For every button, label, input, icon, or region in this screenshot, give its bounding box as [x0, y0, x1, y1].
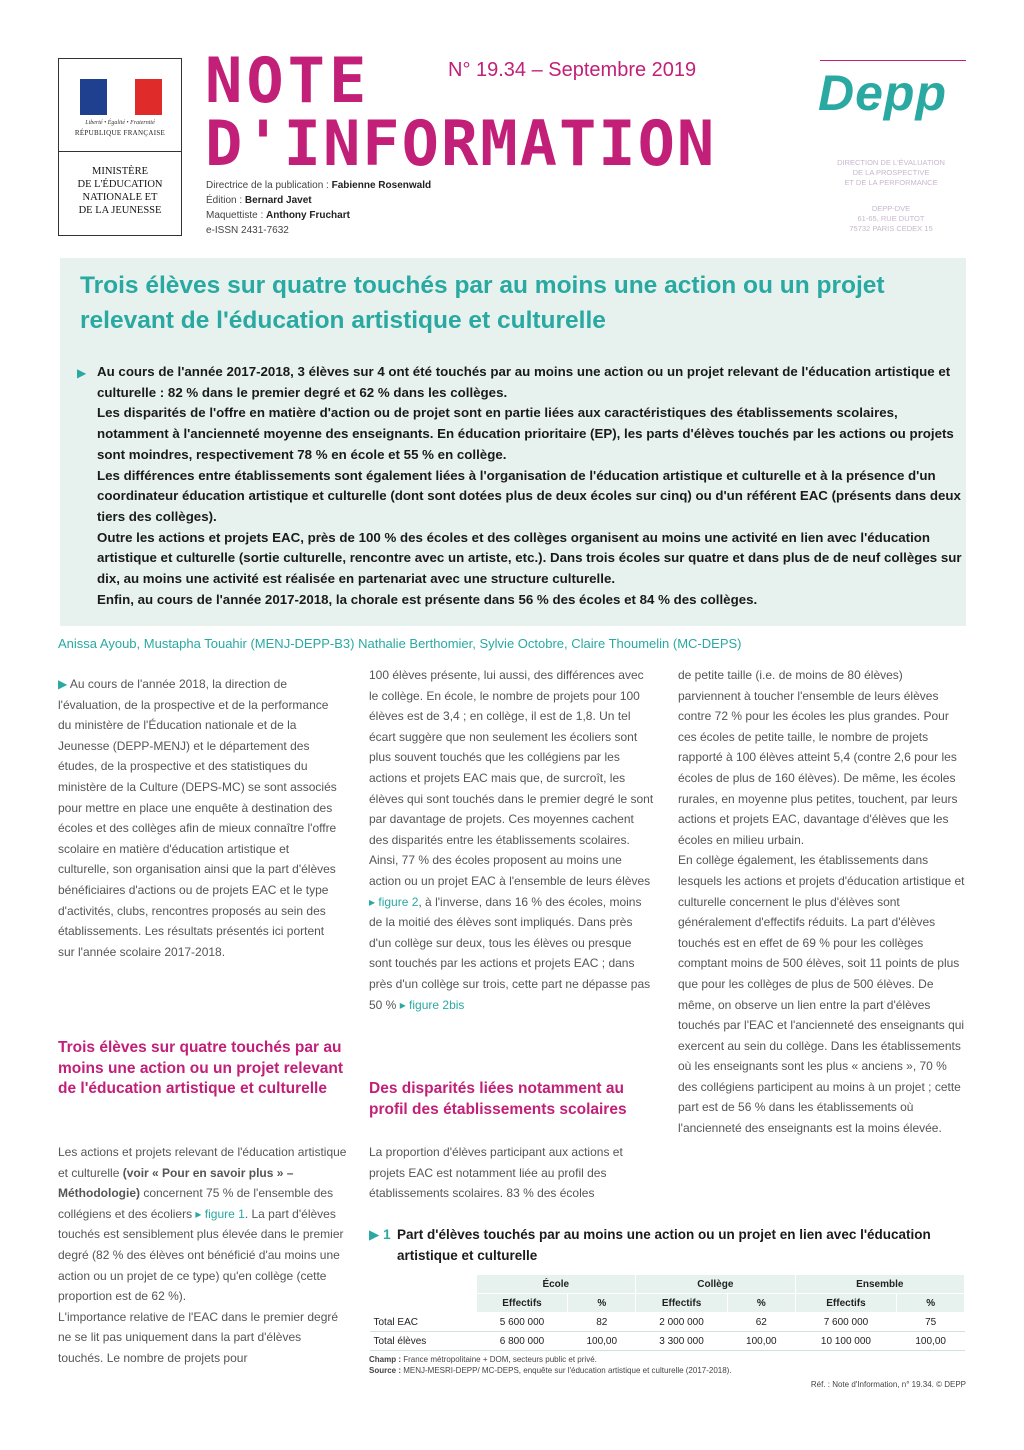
column-header: Effectifs — [636, 1294, 728, 1313]
column-header: Effectifs — [476, 1294, 568, 1313]
issue-number: N° 19.34 – Septembre 2019 — [448, 59, 697, 81]
publication-credits: Directrice de la publication : Fabienne Rosenwald Édition : Bernard Javet Maquettiste : Anthony Fruchart e-ISSN 2431-7632 — [206, 180, 432, 236]
body-paragraph: L'importance relative de l'EAC dans le premier degré ne se lit pas uniquement dans la part d'élèves touchés. Le nombre de projets pour — [58, 1309, 339, 1365]
table-cell: 100,00 — [897, 1332, 965, 1351]
summary-paragraph: Outre les actions et projets EAC, près de 100 % des écoles et des collèges organisent au moins une activité en lien avec l'éducation artistique et culturelle (sortie culturelle, rencontre avec un artiste, etc.). Dans trois écoles sur quatre et dans plus de de neuf collèges sur dix, au moins une activité est réalisée en partenariat avec une structure culturelle. — [97, 529, 962, 587]
row-label: Total élèves — [370, 1332, 477, 1351]
column-header: % — [568, 1294, 636, 1313]
column-header: % — [728, 1294, 796, 1313]
authors-line: Anissa Ayoub, Mustapha Touahir (MENJ-DEPP-B3) Nathalie Berthomier, Sylvie Octobre, Claire Thoumelin (MC-DEPS) — [58, 636, 742, 651]
table-group-header — [370, 1275, 965, 1294]
figure-1-link[interactable]: ▸ figure 1 — [195, 1206, 245, 1221]
marianne-logo — [58, 58, 182, 236]
column-1 — [58, 674, 343, 962]
methodology-reference: (voir « Pour en savoir plus » – Méthodologie) — [58, 1165, 294, 1201]
column-1-body — [58, 1142, 348, 1369]
table-cell: 62 — [728, 1313, 796, 1332]
table-cell: 6 800 000 — [476, 1332, 568, 1351]
republic-motto: Liberté • Égalité • Fraternité — [85, 120, 155, 126]
table-cell: 3 300 000 — [636, 1332, 728, 1351]
table-cell: 5 600 000 — [476, 1313, 568, 1332]
column-header: Effectifs — [795, 1294, 897, 1313]
figure-number: ▶ 1 — [369, 1227, 391, 1242]
table-cell: 82 — [568, 1313, 636, 1332]
figure-1-table — [369, 1274, 965, 1351]
publication-title-line1: NOTE — [205, 44, 371, 117]
group-college: Collège — [636, 1275, 796, 1294]
body-paragraph: de petite taille (i.e. de moins de 80 élèves) parviennent à toucher l'ensemble de leurs élèves contre 72 % pour les écoles les plus grandes. Pour ces écoles de petite taille, le nombre de projets rapporté à 100 élèves atteint 5,4 (contre 2,6 pour les écoles de plus de 160 élèves). De même, les écoles rurales, en moyenne plus petites, touchent, par leurs actions et projets EAC, davantage d'élèves que les écoles en milieu urbain. — [678, 668, 958, 847]
table-cell: 10 100 000 — [795, 1332, 897, 1351]
summary-text — [77, 362, 967, 610]
summary-paragraph: Les différences entre établissements sont également liées à l'organisation de l'éducation artistique et culturelle et à la présence d'un coordinateur éducation artistique et culturelle (dont sont dotées plus de deux écoles sur cinq) ou d'un référent EAC (présents dans deux tiers des collèges). — [97, 467, 961, 524]
publication-title-line2: D'INFORMATION — [205, 107, 717, 180]
figure-reference: Réf. : Note d'Information, n° 19.34. © DEPP — [810, 1380, 966, 1389]
summary-paragraph: Les disparités de l'offre en matière d'action ou de projet sont en partie liées aux caractéristiques des établissements scolaires, notamment à l'ancienneté moyenne des enseignants. En éducation prioritaire (EP), les parts d'élèves touchés par les actions ou projets sont moindres, respectivement 78 % en école et 55 % en collège. — [97, 405, 954, 462]
table-cell: 7 600 000 — [795, 1313, 897, 1332]
summary-paragraph: Enfin, au cours de l'année 2017-2018, la chorale est présente dans 56 % des écoles et 84 % des collèges. — [97, 591, 758, 607]
column-header: % — [897, 1294, 965, 1313]
body-paragraph: Les actions et projets relevant de l'éducation artistique et culturelle (voir « Pour en savoir plus » – Méthodologie) concernent 75 % de l'ensemble des collégiens et des écoliers ▸ figure 1. La part d'élèves touchés est sensiblement plus élevée dans le premier degré (82 % des élèves ont bénéficié d'au moins une action ou un projet de ce type) qu'en collège (cette proportion est de 62 %). — [58, 1145, 347, 1304]
depp-address: DEPP-DVE 61-65, RUE DUTOT 75732 PARIS CEDEX 15 — [849, 204, 933, 233]
section-heading-2: Des disparités liées notamment au profil des établissements scolaires — [369, 1080, 627, 1118]
summary-box — [60, 258, 966, 626]
figure-notes: Champ : France métropolitaine + DOM, secteurs public et privé. Source : MENJ-MESRI-DEPP/ MC-DEPS, enquête sur l'éducation artistique et culturelle (2017-2018). — [369, 1355, 732, 1375]
table-cell: 2 000 000 — [636, 1313, 728, 1332]
column-2 — [369, 665, 654, 1015]
body-paragraph: En collège également, les établissements dans lesquels les actions et projets d'éducation artistique et culturelle concernent le plus d'élèves sont généralement d'effectifs réduits. La part d'élèves touchés est en effet de 69 % pour les collèges comptant moins de 500 élèves, soit 11 points de plus que pour les collèges de plus de 500 élèves. De même, on observe un lien entre la part d'élèves touchés par l'EAC et l'ancienneté des enseignants qui exercent au sein du collège. Dans les établissements où les enseignants sont les plus « anciens », 70 % des collégiens participent au moins à un projet ; cette part est de 56 % dans les établissements où l'ancienneté des enseignants est la moins élevée. — [678, 853, 965, 1136]
group-ensemble: Ensemble — [795, 1275, 964, 1294]
depp-logo: Depp — [818, 65, 947, 121]
row-label: Total EAC — [370, 1313, 477, 1332]
main-headline: Trois élèves sur quatre touchés par au moins une action ou un projet relevant de l'éducation artistique et culturelle — [80, 272, 885, 334]
figure-2-link[interactable]: ▸ figure 2 — [369, 894, 419, 909]
brand-rule — [820, 60, 966, 61]
table-cell: 100,00 — [568, 1332, 636, 1351]
table-subheader — [370, 1294, 965, 1313]
intro-paragraph: ▶ Au cours de l'année 2018, la direction de l'évaluation, de la prospective et de la performance du ministère de l'Éducation nationale et de la Jeunesse (DEPP-MENJ) et le département des études, de la prospective et des statistiques du ministère de la Culture (DEPS-MC) se sont associés pour mettre en place une enquête à destination des écoles et des collèges afin de mieux connaître l'offre scolaire en matière d'éducation artistique et culturelle, son organisation ainsi que la part d'élèves bénéficiaires d'actions ou de projets EAC et le type d'activités, clubs, rencontres proposés au sein des établissements. Les résultats présentés ici portent sur l'année scolaire 2017-2018. — [58, 677, 337, 959]
table-cell: 100,00 — [728, 1332, 796, 1351]
triangle-bullet-icon: ▶ — [77, 366, 87, 380]
table-cell: 75 — [897, 1313, 965, 1332]
group-ecole: École — [476, 1275, 636, 1294]
figure-2bis-link[interactable]: ▸ figure 2bis — [399, 997, 465, 1012]
ministry-name: MINISTÈRE DE L'ÉDUCATION NATIONALE ET DE LA JEUNESSE — [77, 166, 163, 216]
section-heading-1: Trois élèves sur quatre touchés par au moins une action ou un projet relevant de l'éducation artistique et culturelle — [58, 1039, 344, 1097]
summary-paragraph: Au cours de l'année 2017-2018, 3 élèves sur 4 ont été touchés par au moins une action ou un projet relevant de l'éducation artistique et culturelle : 82 % dans le premier degré et 62 % dans les collèges. — [97, 364, 951, 400]
table-row — [370, 1313, 965, 1332]
body-paragraph: 100 élèves présente, lui aussi, des différences avec le collège. En école, le nombre de projets pour 100 élèves est de 3,4 ; en collège, il est de 1,8. Un tel écart suggère que non seulement les écoliers sont plus souvent touchés que les collégiens par les actions et projets EAC mais que, de surcroît, les élèves qui sont touchés dans le premier degré le sont par davantage de projets. Ces moyennes cachent des disparités entre les établissements scolaires. Ainsi, 77 % des écoles proposent au moins une action ou un projet EAC à l'ensemble de leurs élèves ▸ figure 2, à l'inverse, dans 16 % des écoles, moins de la moitié des élèves sont impliqués. Dans près d'un collège sur deux, tous les élèves ou presque sont touchés par les actions et projets EAC ; dans près d'un collège sur trois, cette part ne dépasse pas 50 % ▸ figure 2bis — [369, 668, 654, 1012]
republic-name: RÉPUBLIQUE FRANÇAISE — [74, 129, 166, 137]
tricolor-flag-icon — [80, 79, 162, 115]
column-2-body — [369, 1142, 654, 1204]
body-paragraph: La proportion d'élèves participant aux actions et projets EAC est notamment liée au profil des établissements scolaires. 83 % des écoles — [369, 1145, 623, 1201]
column-3 — [678, 665, 968, 1139]
depp-subtitle: DIRECTION DE L'ÉVALUATION DE LA PROSPECTIVE ET DE LA PERFORMANCE — [837, 158, 945, 187]
table-row — [370, 1332, 965, 1351]
triangle-bullet-icon: ▶ — [58, 677, 70, 691]
